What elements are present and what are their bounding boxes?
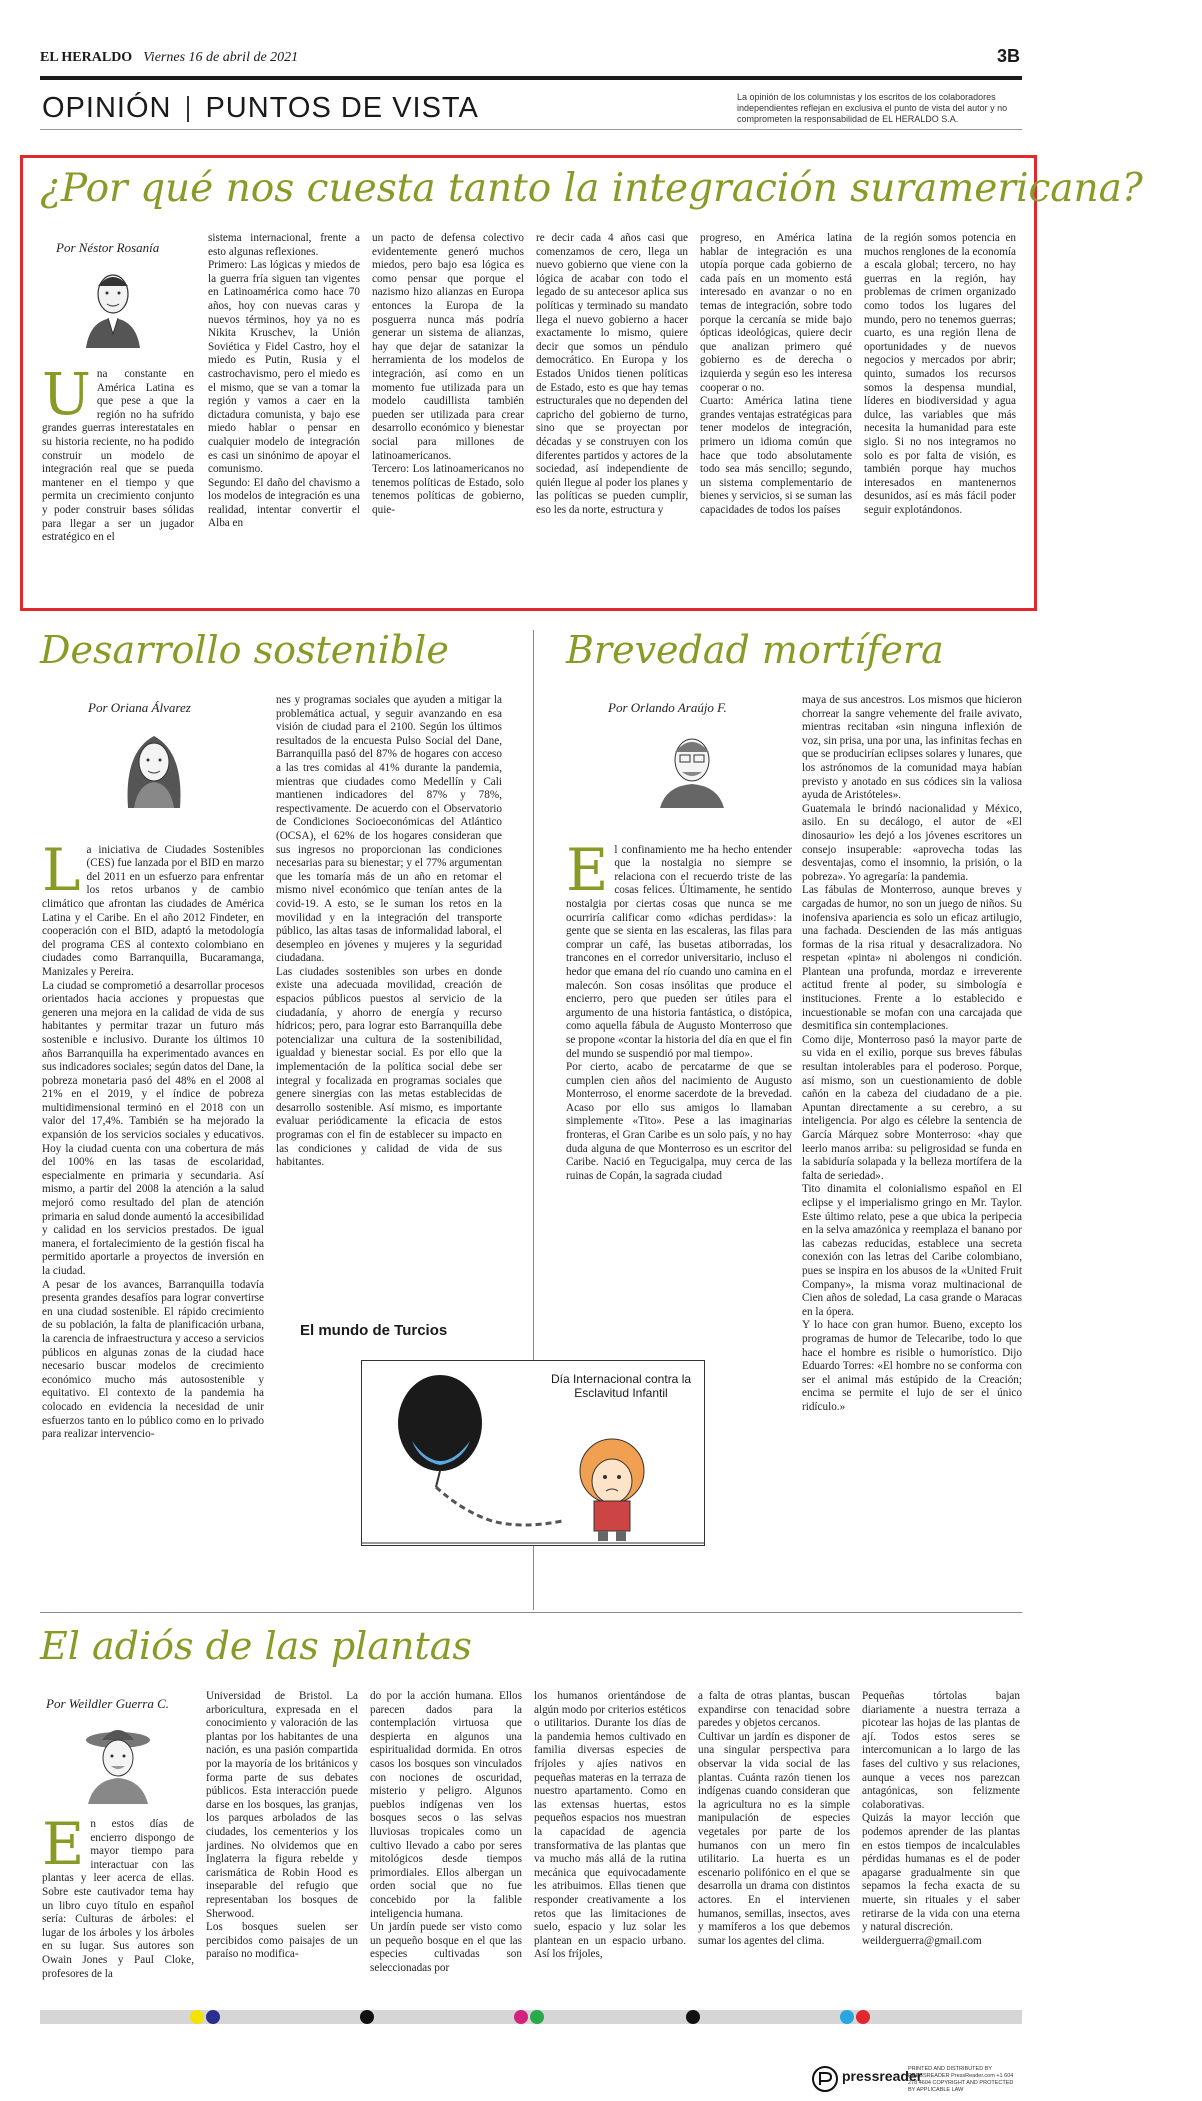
article3-text-1: l confinamiento me ha hecho entender que la nostalgia no siempre se relaciona con el recuerdo triste de las cosas felices. Últimamente, he sentido nostalgia por ciertas cosas que nunca se me ocurriría calificar como «dichas perdidas»: la gente que se sienta en las escaleras, las filas para comprar un café, las busetas atiborradas, los trancones en el corredor universitario, incluso el hedor que emana del río cuando uno camina en el malecón. Son cosas insólitas que produce el encierro, pero que pueden ser útiles para el argumento de una historia fantástica, o distópica, como aquella fábula de Augusto Monterroso que se propone «contar la historia del día en que el fin del mundo se suspendió por mal tiempo». Por cierto, acabo de percatarme de que se cumplen cien años del nacimiento de Augusto Monterroso, el enorme sacerdote de la brevedad. Acaso por ello sus amigos lo llamaban simplemente «Tito». Pese a las imaginarias fronteras, el Gran Caribe es un solo país, y no hay duda alguna de que Monterroso es un escritor del Caribe. Nació en Tegucigalpa, muy cerca de las ruinas de Copán, la sagrada ciudad [566, 843, 792, 1182]
section-rule [40, 1612, 1022, 1613]
article1-col-1 [42, 368, 194, 598]
registration-dot [856, 2010, 870, 2024]
registration-dot [686, 2010, 700, 2024]
article1-col-6: de la región somos potencia en muchos renglones de la economía a escala global; tercero, no hay guerras en la región, hay problemas de crimen organizado como todos los lugares del mundo, pero no tenemos guerras; cuarto, es una región llena de oportunidades y de nuevos negocios y mercados por abrir; quinto, sumados los recursos somos la despensa mundial, líderes en biodiversidad y agua dulce, las variables que más necesita la humanidad para este siglo. Si no nos integramos no solo es por falta de visión, es también porque hay muchos interesados en mantenernos desunidos, así es más fácil poder seguir explotándonos. [864, 232, 1016, 516]
section-title [42, 92, 479, 125]
header-rule [40, 129, 1022, 130]
article1-col-4: re decir cada 4 años casi que comenzamos de cero, llega un nuevo gobierno que viene con la lógica de acabar con todo el legado de su antecesor aplica sus políticas y terminado su mandato llega el nuevo gobierno a hacer exactamente lo mismo, quiere decir que somos un péndulo democrático. En Europa y los Estados Unidos tienen políticas de Estado, esto es que hay temas estructurales que no dependen del capricho del gobierno de turno, sino que se proyectan por décadas y se construyen con los diferentes partidos y actores de la sociedad, así independiente de quién llegue al poder los planes y las políticas se pueden cumplir, eso les da norte, estructura y [536, 232, 688, 516]
article4-col-3: do por la acción humana. Ellos parecen dados para la contemplación virtuosa que despierta en algunos una espiritualidad dormida. En otros casos los bosques son vinculados con nociones de oscuridad, misterio y peligro. Algunos pueblos indígenas ven los bosques secos o las selvas lluviosas tropicales como un cultivo llevado a cabo por seres mitológicos desde tiempos primordiales. Ellos albergan un orden social que no fue concebido por la falible inteligencia humana. Un jardín puede ser visto como un pequeño bosque en el que las especies cultivadas son seleccionadas por [370, 1690, 522, 1974]
article4-dropcap: E [42, 1818, 85, 1878]
author-portrait-alvarez [114, 722, 194, 808]
article1-col-5: progreso, en América latina hablar de integración es una utopía porque cada gobierno de cada país en un momento está interesado en avanzar o no en temas de integración, sobre todo porque la cercanía se mide bajo ópticas ideológicas, quiere decir que analizan primero qué gobierno es de derecha o izquierda y según eso les interesa cooperar o no. Cuarto: América latina tiene grandes ventajas estratégicas para tener modelos de integración, primero un idioma común que hace que todo absolutamente todo sea más sencillo; segundo, un sistema complementario de bienes y servicios, si se suman las capacidades de todos los países [700, 232, 852, 516]
pressreader-icon [812, 2066, 838, 2092]
article3-col-1 [566, 830, 792, 1292]
article1-headline[interactable]: ¿Por qué nos cuesta tanto la integración suramericana? [40, 166, 1143, 211]
page-number: 3B [996, 46, 1020, 66]
article3-dropcap: E [566, 835, 609, 904]
registration-dot [206, 2010, 220, 2024]
article3-byline: Por Orlando Araújo F. [608, 700, 727, 715]
article3-headline[interactable]: Brevedad mortífera [566, 628, 944, 672]
author-portrait-rosania [80, 262, 146, 348]
author-portrait-guerra [78, 1718, 158, 1804]
article2-col-1 [42, 830, 264, 1582]
paper-name: EL HERALDO [40, 50, 133, 65]
article4-col-1 [42, 1818, 194, 2004]
article1-col-3: un pacto de defensa colectivo evidentemente generó muchos miedos, pero bajo esa lógica es como pensar que porque el nazismo hizo alianzas en Europa entonces la Europa de la posguerra nunca más podría generar un sistema de alianzas, hay que dejar de satanizar la herramienta de los modelos de integración, así como en un momento fue utilizada para un modelo caudillista también pueden ser utilizada para crear desarrollo económico y bienestar social para millones de latinoamericanos. Tercero: Los latinoamericanos no tenemos políticas de Estado, solo tenemos políticas de gobierno, quie- [372, 232, 524, 516]
article1-byline: Por Néstor Rosanía [56, 240, 160, 255]
article4-col-6: Pequeñas tórtolas bajan diariamente a nuestra terraza a picotear las hojas de las plantas de ají. Todos estos seres se intercomunican a lo largo de las fases del cultivo y sus relaciones, aunque a veces nos parezcan antagónicas, son felizmente colaborativas. Quizás la mayor lección que podemos aprender de las plantas en estos tiempos de incalculables pérdidas humanas es el de poder apagarse gradualmente sin que sepamos la fecha exacta de su muerte, sin rituales y el saber retirarse de la vida con una eterna y natural discreción. weilderguerra@gmail.com [862, 1690, 1020, 1947]
article1-dropcap: U [42, 368, 91, 428]
color-registration-bar [40, 2010, 1022, 2024]
section-separator [187, 96, 189, 122]
article4-headline[interactable]: El adiós de las plantas [40, 1624, 472, 1668]
edition-date: Viernes 16 de abril de 2021 [143, 50, 299, 65]
section-opinion: OPINIÓN [42, 92, 172, 124]
article4-col-4: los humanos orientándose de algún modo por criterios estéticos o utilitarios. Durante los días de la pandemia hemos cultivado en familia diversas especies de fríjoles y ajíes nativos en pequeñas materas en la terraza de nuestro apartamento. Como en las extensas huertas, estos pequeños espacios nos muestran la capacidad de agencia transformativa de las plantas que va mucho más allá de la rutina mecánica que equivocadamente les atribuimos. Ellas tienen que responder creativamente a los retos que las limitaciones de suelo, espacio y luz solar les plantean en un espacio urbano. Así los fríjoles, [534, 1690, 686, 1961]
author-portrait-araujo [652, 722, 732, 808]
article1-col-2: sistema internacional, frente a esto algunas reflexiones. Primero: Las lógicas y miedos de la guerra fría siguen tan vigentes en Latinoamérica como hace 70 años, hoy con nuevas caras y nuevos términos, hoy ya no es Nikita Kruschev, la Unión Soviética y Fidel Castro, hoy el miedo es Putin, Rusia y el castrochavismo, pero el miedo es el mismo, que se van a tomar la región y vamos a caer en la dictadura comunista, y bajo ese miedo hablar o pensar en cualquier modelo de integración es casi un sinónimo de apoyar el comunismo. Segundo: El daño del chavismo a los modelos de integración es una realidad, intentar convertir el Alba en [208, 232, 360, 530]
article4-col-5: a falta de otras plantas, buscan expandirse con tenacidad sobre paredes y objetos cercanos. Cultivar un jardín es disponer de una singular perspectiva para observar la vida social de las plantas. Cuánta razón tienen los indígenas cuando consideran que la agricultura no es la simple manipulación de especies vegetales por parte de los humanos con un mero fin utilitario. La huerta es un escenario polifónico en el que se desarrolla un drama con distintos actores. En el intervienen humanos, semillas, insectos, aves y mamíferos a los que debemos sumar los agentes del clima. [698, 1690, 850, 1947]
article4-byline: Por Weildler Guerra C. [46, 1696, 170, 1711]
cartoon-section-title: El mundo de Turcios [300, 1322, 448, 1339]
article2-headline[interactable]: Desarrollo sostenible [40, 628, 449, 672]
article2-byline: Por Oriana Álvarez [88, 700, 191, 715]
article2-text-1: a iniciativa de Ciudades Sostenibles (CES) fue lanzada por el BID en marzo del 2011 en un esfuerzo para enfrentar los retos urbanos y de cambio climático que afrontan las ciudades de América Latina y el Caribe. En el año 2012 Findeter, en cooperación con el BID, adaptó la metodología del programa CES al contexto colombiano en ciudades como Barranquilla, Bucaramanga, Manizales y Pereira. La ciudad se comprometió a desarrollar procesos orientados hacia acciones y propuestas que generen una mejora en la calidad de vida de sus habitantes y permitar trazar un futuro más sostenible e inclusivo. Durante los últimos 10 años Barranquilla ha experimentado avances en sus indicadores sociales; según datos del Dane, la pobreza monetaria pasó del 48% en el 2008 al 21% en el 2019, y el índice de pobreza multidimensional terminó en el 2018 con un valor del 17,4%. También se ha mejorado la expansión de los servicios sociales y educativos. Hoy la ciudad cuenta con una cobertura de más del 100% en las tasas de escolaridad, especialmente en primaria y secundaria. Así mismo, a partir del 2008 la atención a la salud mejoró como resultado del plan de atención primaria en salud donde aumentó la accesibilidad y calidad en los servicios prestados. De igual manera, el fortalecimiento de la gestión fiscal ha permitido aportarle a proyectos de inversión en la ciudad. A pesar de los avances, Barranquilla todavía presenta grandes desafíos para lograr convertirse en una ciudad sostenible. El rápido crecimiento de su población, la falta de planificación urbana, la carencia de infraestructura y acceso a servicios públicos en algunas zonas de la ciudad hace necesario buscar modelos de crecimiento económico mucho más autosostenible y equitativo. El contexto de la pandemia ha colocado en evidencia la necesidad de unir esfuerzos tanto en lo público como en lo privado para realizar intervencio- [42, 843, 264, 1441]
article3-col-2: maya de sus ancestros. Los mismos que hicieron chorrear la sangre vehemente del fraile avivato, mientras recitaban «sin ninguna inflexión de voz, sin prisa, una por una, las infinitas fechas en que se producirían eclipses solares y lunares, que los astrónomos de la comunidad maya habían previsto y anotado en sus códices sin la valiosa ayuda de Aristóteles». Guatemala le brindó nacionalidad y México, asilo. En su decálogo, el autor de «El dinosaurio» les dejó a los jóvenes escritores un consejo insuperable: «aprovecha todas las desventajas, como el insomnio, la prisión, o la pobreza». Yo agregaría: la pandemia. Las fábulas de Monterroso, aunque breves y cargadas de humor, no son un juego de niños. Su inofensiva apariencia es solo un eficaz artilugio, una fachada. Descienden de las más antiguas formas de la risa ritual y desacralizadora. No respetan «pinta» ni abolengos ni condición. Plantean una profunda, mordaz e irreverente actitud frente al poder, su simbología e instituciones. Frente a lo establecido e incuestionable se mofan con una carcajada que desmitifica sin contemplaciones. Como dije, Monterroso pasó la mayor parte de su vida en el exilio, porque sus breves fábulas resultan intolerables para el poderoso. Porque, así mismo, son un cuestionamiento de doble cañón en la cabeza del ciudadano de a pie. Apuntan directamente a su cerebro, a su inteligencia. Por algo es célebre la sentencia de García Márquez sobre Monterroso: «hay que leerlo manos arriba: su peligrosidad se funda en la sabiduría solapada y la belleza mortífera de la falta de seriedad». Tito dinamita el colonialismo español en El eclipse y el imperialismo gringo en Mr. Taylor. Este último relato, pese a que ubica la peripecia en la selva amazónica y reemplaza el banano por las cabezas reducidas, establece una secreta conexión con las letras del Caribe colombiano, pues se inspira en los abusos de la «United Fruit Company», la misma voraz multinacional de Cien años de soledad, La casa grande o Maracas en la ópera. Y lo hace con gran humor. Bueno, excepto los programas de humor de Telecaribe, todo lo que hace el hombre es risible o humorístico. Dijo Eduardo Torres: «El hombre no se conforma con ser el animal más estúpido de la Creación; encima se permite el lujo de ser el único ridículo.» [802, 694, 1022, 1413]
registration-dot [514, 2010, 528, 2024]
registration-dot [840, 2010, 854, 2024]
cartoon-caption: Día Internacional contra la Esclavitud Infantil [550, 1372, 692, 1400]
section-puntos: PUNTOS DE VISTA [205, 92, 479, 124]
pressreader-label: pressreader [842, 2068, 923, 2084]
registration-dot [530, 2010, 544, 2024]
masthead [40, 46, 1020, 66]
pressreader-notice: PRINTED AND DISTRIBUTED BY PRESSREADER PressReader.com +1 604 278 4604 COPYRIGHT AND PROTECTED BY APPLICABLE LAW [908, 2066, 1014, 2093]
article1-text-1: na constante en América Latina es que pese a que la región no ha sufrido grandes guerras interestatales en su historia reciente, no ha podido construir un modelo de integración real que se pueda mantener en el tiempo y que permita un crecimiento conjunto y poder construir bases sólidas para llegar a ser un jugador estratégico en el [42, 368, 194, 544]
article4-col-2: Universidad de Bristol. La arboricultura, expresada en el conocimiento y valoración de las plantas por los habitantes de una nación, es una pasión compartida por la mayoría de los británicos y forma parte de sus debates públicos. Esta interacción puede darse en los bosques, las granjas, los parques arbolados de las ciudades, los cementerios y los jardines. No olvidemos que en Inglaterra la figura rebelde y carismática de Robin Hood es inseparable del refugio que representaban los bosques de Sherwood. Los bosques suelen ser percibidos como paisajes de un paraíso no modifica- [206, 1690, 358, 1961]
article4-text-1: n estos días de encierro dispongo de mayor tiempo para interactuar con las plantas y leer acerca de ellas. Sobre este cautivador tema hay un libro cuyo título en español sería: Culturas de árboles: el lugar de los árboles y los árboles en su lugar. Sus autores son Owain Jones y Paul Cloke, profesores de la [42, 1818, 194, 1980]
disclaimer: La opinión de los columnistas y los escritos de los colaboradores independientes reflejan en exclusiva el punto de vista del autor y no comprometen la responsabilidad de EL HERALDO S.A. [737, 92, 1008, 124]
pressreader-stamp[interactable] [812, 2066, 1012, 2096]
top-rule [40, 76, 1022, 80]
registration-dot [190, 2010, 204, 2024]
registration-dot [360, 2010, 374, 2024]
article2-dropcap: L [42, 835, 81, 904]
article2-col-2: nes y programas sociales que ayuden a mitigar la problemática actual, y seguir avanzando en esa visión de ciudad para el 2100. Según los últimos resultados de la encuesta Pulso Social del Dane, Barranquilla pasó del 87% de hogares con acceso a las tres comidas al 41% durante la pandemia, mientras que ciudades como Medellín y Cali mantienen indicadores del 87% y 78%, respectivamente. De acuerdo con el Observatorio de Condiciones Socioeconómicas del Atlántico (OCSA), el 62% de los hogares consideran que sus ingresos no proporcionan las condiciones necesarias para su bienestar; y el 77% argumentan que les tomaría más de un año en retomar el mismo nivel económico que tenían antes de la covid-19. A esto, se le suman los retos en la movilidad y en la integración del transporte público, las altas tasas de informalidad laboral, el desempleo en jóvenes y mujeres y la seguridad ciudadana. Las ciudades sostenibles son urbes en donde existe una adecuada movilidad, creación de espacios públicos puestos al servicio de la ciudadanía, y ahorro de energía y recurso hídricos; pero, para lograr esto Barranquilla debe potencializar una cultura de la sostenibilidad, igualdad y bienestar social. Es por ello que la implementación de la política social debe ser integral y focalizada en programas sociales que genere sinergias con las metas establecidas de desarrollo sostenible. Así mismo, es importante evaluar periódicamente la eficacia de estos programas con el fin de establecer su impacto en las condiciones y calidad de vida de sus habitantes. [276, 694, 502, 1169]
